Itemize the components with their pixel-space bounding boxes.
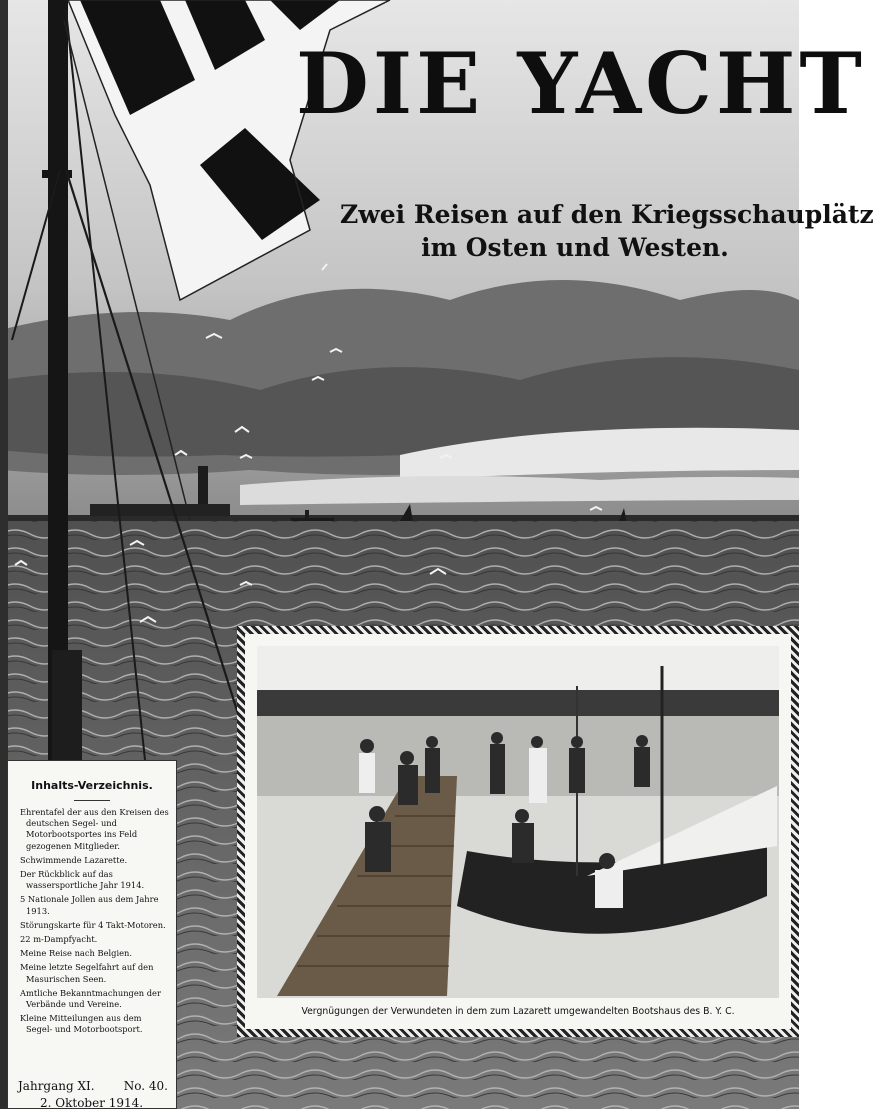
volume-label: Jahrgang XI. — [18, 1079, 95, 1093]
magazine-title: DIE YACHT — [296, 34, 866, 133]
photo-frame — [237, 626, 799, 1037]
photo-caption: Vergnügungen der Verwundeten in dem zum Lazarett umgewandelten Bootshaus des B. Y. C. — [301, 1006, 735, 1017]
toc-heading: Inhalts-Verzeichnis. — [31, 779, 153, 792]
table-of-contents — [7, 760, 177, 1109]
toc-item: Meine Reise nach Belgien. — [20, 948, 132, 959]
cover-subtitle — [340, 198, 874, 264]
toc-list — [20, 807, 170, 1036]
subtitle-line-1: Zwei Reisen auf den Kriegsschauplätz — [340, 200, 874, 229]
toc-item: Schwimmende Lazarette. — [20, 854, 128, 865]
toc-item: Störungskarte für 4 Takt-Motoren. — [20, 919, 166, 930]
toc-item: Der Rückblick auf das wassersportliche Jahr 1914. — [20, 869, 145, 891]
toc-item: Ehrentafel der aus den Kreisen des deutschen Segel- und Motorbootsportes ins Feld gezogenen Mitglieder. — [20, 807, 169, 851]
toc-item: Kleine Mitteilungen aus dem Segel- und Motorbootsport. — [20, 1013, 143, 1035]
subtitle-line-2: im Osten und Westen. — [421, 233, 729, 262]
toc-item: Meine letzte Segelfahrt auf den Masurischen Seen. — [20, 962, 154, 984]
toc-item: Amtliche Bekanntmachungen der Verbände und Vereine. — [20, 987, 161, 1010]
toc-item: 22 m-Dampfyacht. — [20, 934, 98, 945]
tree-line — [257, 690, 779, 716]
boathouse-photo — [257, 646, 779, 998]
toc-divider — [74, 800, 110, 801]
issue-number: No. 40. — [123, 1079, 168, 1093]
toc-item: 5 Nationale Jollen aus dem Jahre 1913. — [20, 894, 159, 916]
issue-date: 2. Oktober 1914. — [40, 1096, 144, 1110]
photo-panel — [245, 634, 791, 1029]
